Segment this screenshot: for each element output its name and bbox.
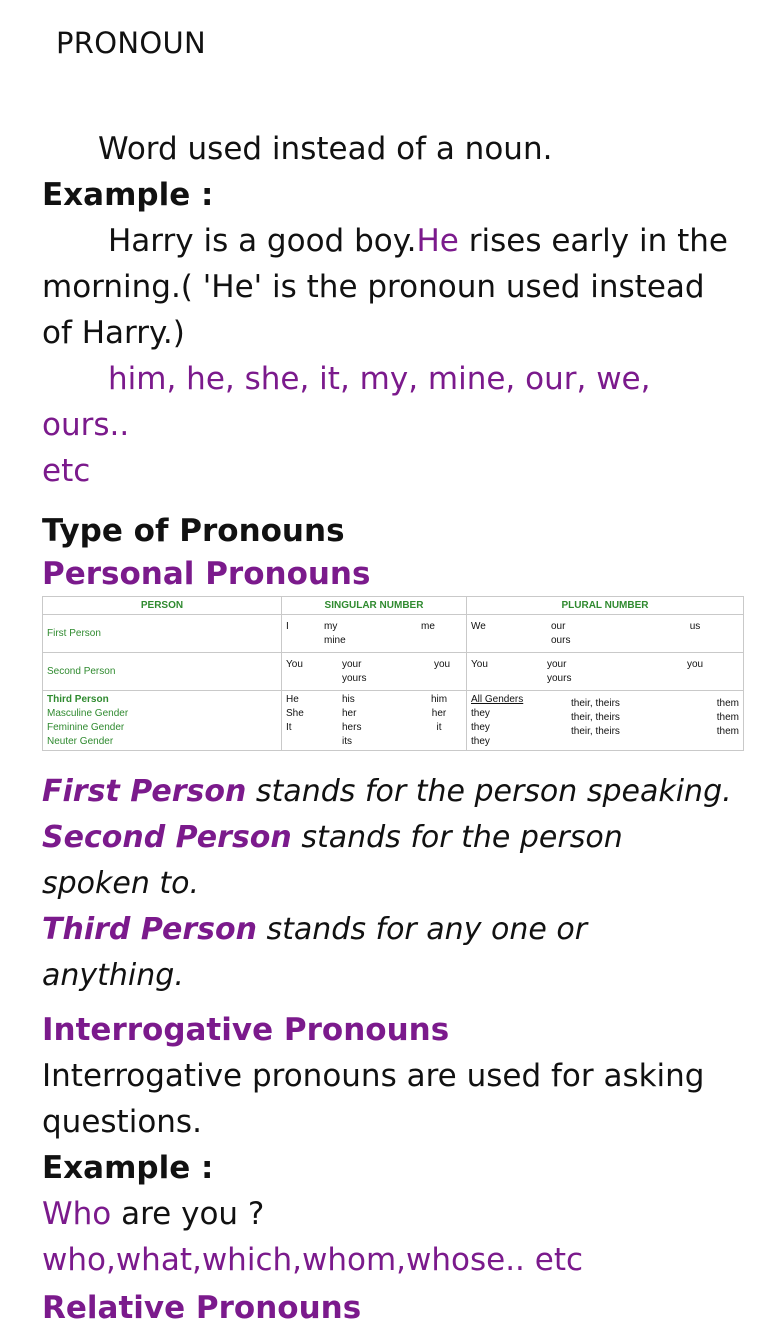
interrogative-example-label: Example : <box>42 1150 214 1186</box>
row-label: First Person <box>43 615 282 653</box>
table-row-third <box>43 691 744 751</box>
example-highlight: Who <box>42 1196 112 1232</box>
personal-pronouns-table <box>42 596 744 751</box>
cell-value: its <box>342 735 352 747</box>
interrogative-desc: Interrogative pronouns are used for asking questions. <box>42 1058 705 1140</box>
second-person-line <box>42 815 732 907</box>
cell-value: they <box>471 721 490 733</box>
cell-value: their, theirs <box>571 711 620 723</box>
cell-value: her <box>431 707 447 719</box>
row-label: Third Person <box>47 693 109 705</box>
cell-value: mine <box>324 634 346 646</box>
cell-value: them <box>716 697 739 709</box>
cell-value: you <box>686 658 704 670</box>
cell-value: their, theirs <box>571 697 620 709</box>
plural-cell <box>467 653 744 691</box>
cell-value: him <box>430 693 448 705</box>
pronoun-list: him, he, she, it, my, mine, our, we, ours.. <box>42 361 651 443</box>
cell-value: You <box>471 658 488 670</box>
table-header: SINGULAR NUMBER <box>282 597 467 615</box>
cell-value: their, theirs <box>571 725 620 737</box>
cell-value: them <box>716 725 739 737</box>
example-post: rises early in the morning.( 'He' is the pronoun used instead of Harry.) <box>42 223 728 351</box>
singular-cell <box>282 691 467 751</box>
cell-value: us <box>689 620 701 632</box>
example-highlight: He <box>416 223 459 259</box>
second-person-desc: stands for the person spoken to. <box>42 820 623 901</box>
cell-value: you <box>433 658 451 670</box>
cell-value: my <box>324 620 338 632</box>
cell-value: He <box>286 693 299 705</box>
row-sublabel: Masculine Gender <box>47 707 129 719</box>
singular-cell <box>282 615 467 653</box>
cell-value: your <box>342 658 362 670</box>
personal-heading: Personal Pronouns <box>42 556 371 592</box>
cell-value: her <box>342 707 357 719</box>
interrogative-example <box>42 1191 732 1237</box>
example-label: Example : <box>42 177 214 213</box>
row-label-third <box>43 691 282 751</box>
cell-value: I <box>286 620 289 632</box>
row-label: Second Person <box>43 653 282 691</box>
first-person-term: First Person <box>42 774 247 809</box>
cell-value: She <box>286 707 304 719</box>
cell-value: your <box>547 658 567 670</box>
cell-value: We <box>471 620 486 632</box>
table-row-first <box>43 615 744 653</box>
cell-value: our <box>551 620 566 632</box>
row-sublabel: Feminine Gender <box>47 721 125 733</box>
interrogative-list: who,what,which,whom,whose.. etc <box>42 1242 584 1278</box>
first-person-line <box>42 769 732 815</box>
plural-cell <box>467 615 744 653</box>
cell-value: his <box>342 693 355 705</box>
definition-text: Word used instead of a noun. <box>98 131 553 167</box>
cell-value: them <box>716 711 739 723</box>
cell-value: ours <box>551 634 571 646</box>
cell-value: hers <box>342 721 362 733</box>
cell-value: me <box>421 620 435 632</box>
interrogative-heading: Interrogative Pronouns <box>42 1012 450 1048</box>
content-scroll[interactable] <box>42 126 739 1326</box>
table-header: PERSON <box>43 597 282 615</box>
third-person-desc: stands for any one or anything. <box>42 912 588 993</box>
row-sublabel: Neuter Gender <box>47 735 114 747</box>
cell-value: yours <box>547 672 572 684</box>
third-person-line <box>42 907 732 999</box>
table-row-second <box>43 653 744 691</box>
example-rest: are you ? <box>111 1196 265 1232</box>
plural-cell <box>467 691 744 751</box>
cell-value: they <box>471 735 490 747</box>
first-person-desc: stands for the person speaking. <box>246 774 732 809</box>
example-text <box>42 218 732 356</box>
example-pre: Harry is a good boy. <box>108 223 417 259</box>
singular-cell <box>282 653 467 691</box>
types-heading: Type of Pronouns <box>42 513 345 549</box>
pronoun-list-etc: etc <box>42 453 91 489</box>
cell-value: It <box>286 721 292 733</box>
cell-value: they <box>471 707 490 719</box>
table-header: PLURAL NUMBER <box>467 597 744 615</box>
cell-value: yours <box>342 672 367 684</box>
cell-value: You <box>286 658 303 670</box>
relative-heading-cutoff: Relative Pronouns <box>42 1290 362 1326</box>
page-title: PRONOUN <box>56 26 207 60</box>
cell-value: it <box>436 721 442 733</box>
third-person-term: Third Person <box>42 912 257 947</box>
cell-value: All Genders <box>471 693 524 705</box>
second-person-term: Second Person <box>42 820 292 855</box>
